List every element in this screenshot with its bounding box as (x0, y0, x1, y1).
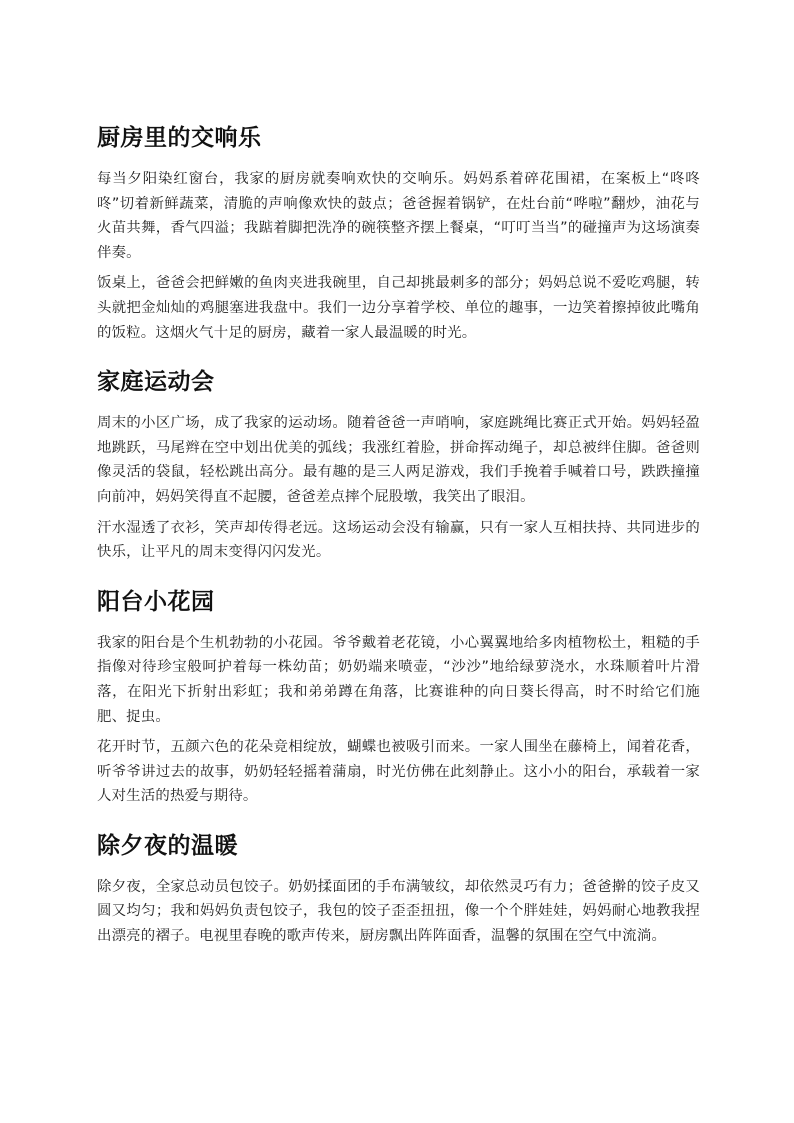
section-title: 厨房里的交响乐 (97, 125, 262, 151)
section-family-sports-day (97, 362, 700, 565)
section-balcony-garden (97, 582, 700, 809)
paragraph: 饭桌上，爸爸会把鲜嫩的鱼肉夹进我碗里，自己却挑最刺多的部分；妈妈总说不爱吃鸡腿，转头就把金灿灿的鸡腿塞进我盘中。我们一边分享着学校、单位的趣事，一边笑着擦掉彼此嘴角的饭粒。这烟火气十足的厨房，藏着一家人最温暖的时光。 (97, 275, 700, 341)
section-title: 家庭运动会 (97, 369, 215, 396)
paragraph: 除夕夜，全家总动员包饺子。奶奶揉面团的手布满皱纹，却依然灵巧有力；爸爸擀的饺子皮又圆又均匀；我和妈妈负责包饺子，我包的饺子歪歪扭扭，像一个个胖娃娃，妈妈耐心地教我捏出漂亮的褶子。电视里春晚的歌声传来，厨房飘出阵阵面香，温馨的氛围在空气中流淌。 (97, 878, 700, 945)
paragraph: 我家的阳台是个生机勃勃的小花园。爷爷戴着老花镜，小心翼翼地给多肉植物松土，粗糙的手指像对待珍宝般呵护着每一株幼苗；奶奶端来喷壶，“沙沙”地给绿萝浇水，水珠顺着叶片滑落，在阳光下折射出彩虹；我和弟弟蹲在角落，比赛谁种的向日葵长得高，时不时给它们施肥、捉虫。 (97, 634, 700, 725)
section-new-years-eve (97, 826, 700, 949)
section-title: 除夕夜的温暖 (97, 832, 238, 859)
paragraph: 花开时节，五颜六色的花朵竞相绽放，蝴蝶也被吸引而来。一家人围坐在藤椅上，闻着花香，听爷爷讲过去的故事，奶奶轻轻摇着蒲扇，时光仿佛在此刻静止。这小小的阳台，承载着一家人对生活的热爱与期待。 (97, 739, 700, 805)
paragraph: 每当夕阳染红窗台，我家的厨房就奏响欢快的交响乐。妈妈系着碎花围裙，在案板上“咚咚咚”切着新鲜蔬菜，清脆的声响像欢快的鼓点；爸爸握着锅铲，在灶台前“哗啦”翻炒，油花与火苗共舞，香气四溢；我踮着脚把洗净的碗筷整齐摆上餐桌，“叮叮当当”的碰撞声为这场演奏伴奏。 (97, 171, 700, 261)
paragraph: 周末的小区广场，成了我家的运动场。随着爸爸一声哨响，家庭跳绳比赛正式开始。妈妈轻盈地跳跃，马尾辫在空中划出优美的弧线；我涨红着脸，拼命挥动绳子，却总被绊住脚。爸爸则像灵活的袋鼠，轻松跳出高分。最有趣的是三人两足游戏，我们手挽着手喊着口号，跌跌撞撞向前冲，妈妈笑得直不起腰，爸爸差点摔个屁股墩，我笑出了眼泪。 (97, 415, 700, 505)
paragraph: 汗水湿透了衣衫，笑声却传得老远。这场运动会没有输赢，只有一家人互相扶持、共同进步的快乐，让平凡的周末变得闪闪发光。 (97, 519, 700, 561)
section-title: 阳台小花园 (97, 588, 215, 615)
section-kitchen-symphony (97, 118, 700, 345)
document-page (97, 118, 700, 963)
